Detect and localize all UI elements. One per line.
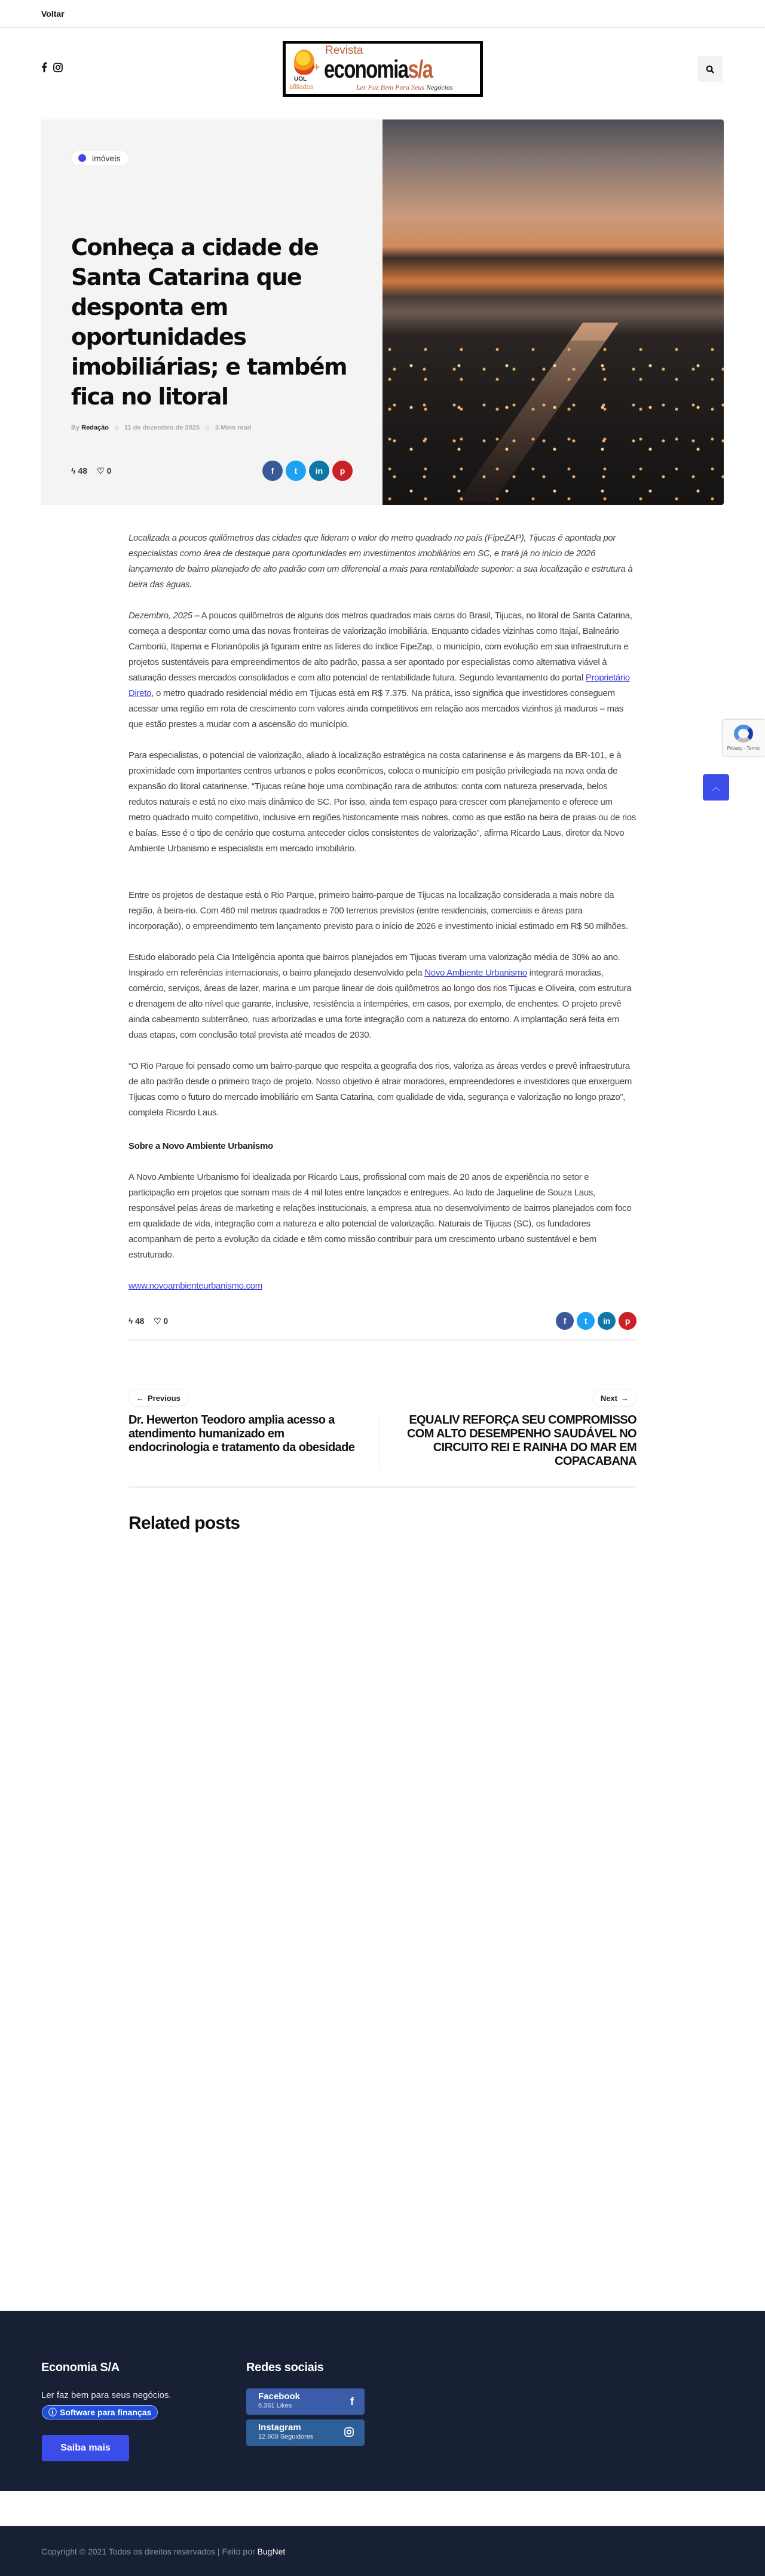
logo-slogan xyxy=(356,83,453,91)
copyright-text xyxy=(41,2546,285,2557)
copyright-bar xyxy=(0,2526,765,2576)
share-buttons-bottom xyxy=(556,1312,637,1330)
recaptcha-icon xyxy=(734,725,753,743)
top-bar xyxy=(0,0,765,28)
instagram-count: 12.600 Seguidores xyxy=(258,2433,314,2440)
article-hero xyxy=(41,119,724,505)
footer-brand-heading: Economia S/A xyxy=(41,2361,120,2374)
views-value: 48 xyxy=(135,1316,145,1326)
facebook-follow-card[interactable] xyxy=(246,2388,365,2415)
by-label: By xyxy=(71,424,80,431)
logo-revista: Revista xyxy=(325,44,363,57)
post-stats-bottom xyxy=(128,1313,168,1329)
back-link[interactable]: Voltar xyxy=(41,9,65,19)
share-buttons xyxy=(262,461,353,481)
logo-accent: s/a xyxy=(408,55,433,83)
article-paragraph xyxy=(128,950,637,1043)
paragraph-text: integrará moradias, comércio, serviços, áreas de lazer, marina e um parque linear de dois quilômetros ao longo dos rios Tijucas e Oliveira, com estrutura e drenagem de alto nível que garante, inclusive, resistência a intempéries, em casos, por exemplo, de enchentes. O projeto prevê ainda cabeamento subterrâneo, ruas arborizadas e uma forte integração com a natureza do entorno. A implantação será feita em duas etapas, com conclusão total prevista até meados de 2030. xyxy=(128,968,632,1040)
previous-label: Previous xyxy=(148,1393,180,1403)
heart-icon: ♡ xyxy=(154,1316,161,1326)
share-linkedin-button[interactable]: in xyxy=(309,461,329,481)
post-footer-stats xyxy=(128,1312,637,1330)
site-logo[interactable] xyxy=(283,41,483,97)
facebook-icon[interactable] xyxy=(41,62,47,72)
facebook-icon: f xyxy=(350,2396,354,2408)
info-circle-icon: ⓘ xyxy=(48,2408,57,2417)
related-posts-heading: Related posts xyxy=(128,1513,240,1533)
chevron-up-icon: ︿ xyxy=(712,783,720,792)
heart-icon: ♡ xyxy=(97,465,105,476)
badge-label: Software para finanças xyxy=(60,2408,152,2417)
website-paragraph xyxy=(128,1278,637,1294)
share-facebook-button[interactable]: f xyxy=(262,461,283,481)
logo-main: economia xyxy=(324,55,408,83)
paragraph-text: – A poucos quilômetros de alguns dos metros quadrados mais caros do Brasil, Tijucas, no litoral de Santa Catarina, começa a despontar como uma das novas fronteiras de valorização imobiliária. Enquanto cidades vizinhas como Itajaí, Balneário Camboriú, Itapema e Florianópolis já figuram entre as líderes do índice FipeZap, o município, com evolução em sua infraestrutura e projetos sustentáveis para empreendimentos de alto padrão, passa a ser apontado por especialistas como alternativa viável à saturação desses mercados consolidados e com alto potencial de rentabilidade futura. Segundo levantamento do portal xyxy=(128,611,632,683)
publish-date: 11 de dezembro de 2025 xyxy=(124,424,200,431)
views-count xyxy=(71,466,87,476)
divider xyxy=(128,1339,637,1341)
instagram-follow-card[interactable] xyxy=(246,2419,365,2446)
logo-plus: + xyxy=(313,61,320,74)
lightning-icon: ϟ xyxy=(71,466,76,476)
search-button[interactable] xyxy=(697,56,723,82)
dateline: Dezembro, 2025 xyxy=(128,611,192,621)
site-footer xyxy=(0,2311,765,2491)
article-paragraph: A Novo Ambiente Urbanismo foi idealizada por Ricardo Laus, profissional com mais de 20 anos de experiência no setor e participação em projetos que somam mais de 4 mil lotes entre lançados e entregues. Ao lado de Jaqueline de Souza Laus, responsável pelas áreas de marketing e relações institucionais, a empresa atua no desenvolvimento de bairros planejados com foco em qualidade de vida, integração com a natureza e alto potencial de valorização. Naturais de Tijucas (SC), os fundadores acompanham de perto a evolução da cidade e têm como missão contribuir para um crescimento urbano sustentável e bem estruturado. xyxy=(128,1172,632,1260)
article-paragraph: Para especialistas, o potencial de valorização, aliado à localização estratégica na costa catarinense e às margens da BR-101, e à proximidade com importantes centros urbanos e polos econômicos, coloca o município em posição privilegiada na nova onda de expansão do litoral catarinense. “Tijucas reúne hoje uma combinação rara de atributos: conta com natureza preservada, belos redutos naturais e está no eixo mais dinâmico de SC. Por isso, ainda tem espaço para crescer com planejamento e oferece um metro quadrado muito competitivo, inclusive em regiões historicamente mais nobres, como as que estão na beira de praias ou de rios e baías. Esse é o tipo de cenário que costuma anteceder ciclos consistentes de valorização”, afirma Ricardo Laus, diretor da Novo Ambiente Urbanismo e especialista em mercado imobiliário. xyxy=(128,750,636,854)
recaptcha-links[interactable]: Privacy - Terms xyxy=(727,746,760,751)
hero-text-block xyxy=(71,232,365,481)
main-content xyxy=(128,530,637,1534)
likes-value: 0 xyxy=(106,466,112,476)
separator-icon xyxy=(115,426,118,430)
views-count xyxy=(128,1313,144,1329)
proprietario-direto-link[interactable]: Proprietário Direto xyxy=(128,673,630,698)
logo-partner-sub: afiliados xyxy=(289,84,314,91)
section-heading: Sobre a Novo Ambiente Urbanismo xyxy=(128,1141,273,1151)
search-icon xyxy=(706,65,714,73)
instagram-icon[interactable] xyxy=(53,63,63,72)
category-label: imóveis xyxy=(92,153,121,163)
category-dot-icon xyxy=(78,154,86,162)
article-title: Conheça a cidade de Santa Catarina que desponta em oportunidades imobiliárias; e também fica no litoral xyxy=(71,234,347,410)
views-value: 48 xyxy=(78,466,87,476)
logo-wordmark xyxy=(324,57,432,82)
hero-actions-row xyxy=(71,461,365,481)
footer-tagline: Ler faz bem para seus negócios. xyxy=(41,2390,172,2400)
arrow-left-icon: ← xyxy=(136,1393,144,1403)
lightning-icon: ϟ xyxy=(128,1316,133,1326)
separator-icon xyxy=(206,426,209,430)
paragraph-text: , o metro quadrado residencial médio em Tijucas está em R$ 7.375. Na prática, isso significa que investidores conseguem acessar uma região em rota de crescimento com valores ainda competitivos em relação aos mercados vizinhos já maduros – mas que estão prestes a mudar com a ascensão do município. xyxy=(128,688,623,729)
instagram-icon xyxy=(344,2427,354,2437)
post-navigation-buttons xyxy=(128,1390,637,1406)
saiba-mais-button[interactable]: Saiba mais xyxy=(42,2435,129,2461)
intro-text: Localizada a poucos quilômetros das cidades que lideram o valor do metro quadrado no país (FipeZAP), Tijucas é apontada por especialistas como área de destaque para oportunidades em investimentos imobiliários em SC, e trará já no início de 2026 lançamento de bairro planejado de alto padrão com um diferencial a mais para rentabilidade superior: a sua localização e estrutura à beira das águas. xyxy=(128,533,633,590)
byline xyxy=(71,424,109,432)
likes-value: 0 xyxy=(163,1316,168,1326)
back-to-top-button[interactable] xyxy=(703,774,729,801)
instagram-name: Instagram xyxy=(258,2422,301,2433)
article-body xyxy=(128,530,637,1330)
previous-post-title[interactable]: Dr. Hewerton Teodoro amplia acesso a atendimento humanizado em endocrinologia e tratamento da obesidade xyxy=(128,1413,355,1454)
next-post-title[interactable]: EQUALIV REFORÇA SEU COMPROMISSO COM ALTO DESEMPENHO SAUDÁVEL NO CIRCUITO REI E RAINHA DO MAR EM COPACABANA xyxy=(406,1413,637,1468)
article-meta xyxy=(71,424,365,432)
paragraph-text: Estudo elaborado pela Cia Inteligência aponta que bairros planejados em Tijucas tiveram uma valorização média de 30% ao ano. Inspirado em referências internacionais, o bairro planejado desenvolvido pela xyxy=(128,952,620,978)
logo-slogan-b: Negócios xyxy=(426,83,453,91)
copyright-label: Copyright © 2021 Todos os direitos reservados | Feito por xyxy=(41,2547,255,2556)
category-badge[interactable] xyxy=(71,150,129,166)
website-link[interactable]: www.novoambienteurbanismo.com xyxy=(128,1281,262,1291)
facebook-count: 6.361 Likes xyxy=(258,2402,292,2409)
next-label: Next xyxy=(600,1393,617,1403)
share-linkedin-button[interactable]: in xyxy=(598,1312,616,1330)
share-facebook-button[interactable]: f xyxy=(556,1312,574,1330)
post-stats xyxy=(71,466,111,476)
share-pinterest-button[interactable]: p xyxy=(332,461,353,481)
share-pinterest-button[interactable]: p xyxy=(619,1312,637,1330)
next-post-button[interactable] xyxy=(593,1390,637,1406)
software-badge[interactable] xyxy=(42,2405,158,2419)
previous-post-button[interactable] xyxy=(128,1390,188,1406)
like-button[interactable] xyxy=(97,466,111,476)
facebook-name: Facebook xyxy=(258,2391,301,2402)
share-twitter-button[interactable]: t xyxy=(577,1312,595,1330)
article-paragraph xyxy=(128,608,637,732)
hero-text-panel xyxy=(41,119,382,505)
post-navigation-titles xyxy=(128,1413,637,1468)
footer-social-heading: Redes sociais xyxy=(246,2361,324,2374)
image-city xyxy=(382,341,724,505)
article-intro xyxy=(128,530,637,593)
article-paragraph: “O Rio Parque foi pensado como um bairro-parque que respeita a geografia dos rios, valoriza as áreas verdes e prevê infraestrutura de alto padrão desde o primeiro traço de projeto. Nosso objetivo é atrair moradores, empreendedores e investidores que enxerguem Tijucas como o futuro do mercado imobiliário em Santa Catarina, com qualidade de vida, segurança e valorização no longo prazo”, completa Ricardo Laus. xyxy=(128,1061,632,1118)
like-button[interactable] xyxy=(154,1313,168,1329)
maker-link[interactable]: BugNet xyxy=(257,2547,286,2556)
share-twitter-button[interactable]: t xyxy=(286,461,306,481)
recaptcha-badge[interactable] xyxy=(723,720,765,756)
divider xyxy=(128,1486,637,1488)
novo-ambiente-link[interactable]: Novo Ambiente Urbanismo xyxy=(424,968,527,978)
arrow-right-icon: → xyxy=(621,1393,629,1403)
read-time: 3 Mins read xyxy=(215,424,252,431)
featured-image xyxy=(382,119,724,505)
uol-logo-icon xyxy=(294,50,314,75)
article-paragraph: Entre os projetos de destaque está o Rio Parque, primeiro bairro-parque de Tijucas na localização considerada a mais nobre da região, à beira-rio. Com 460 mil metros quadrados e 700 terrenos previstos (entre residenciais, comerciais e áreas para incorporação), o empreendimento tem lançamento previsto para o início de 2026 e investimento inicial estimado em R$ 50 milhões. xyxy=(128,890,628,931)
logo-partner: UOL xyxy=(294,76,307,82)
logo-slogan-a: Ler Faz Bem Para Seus xyxy=(356,83,424,91)
author-link[interactable]: Redação xyxy=(81,424,109,431)
header-social-links xyxy=(41,62,63,72)
